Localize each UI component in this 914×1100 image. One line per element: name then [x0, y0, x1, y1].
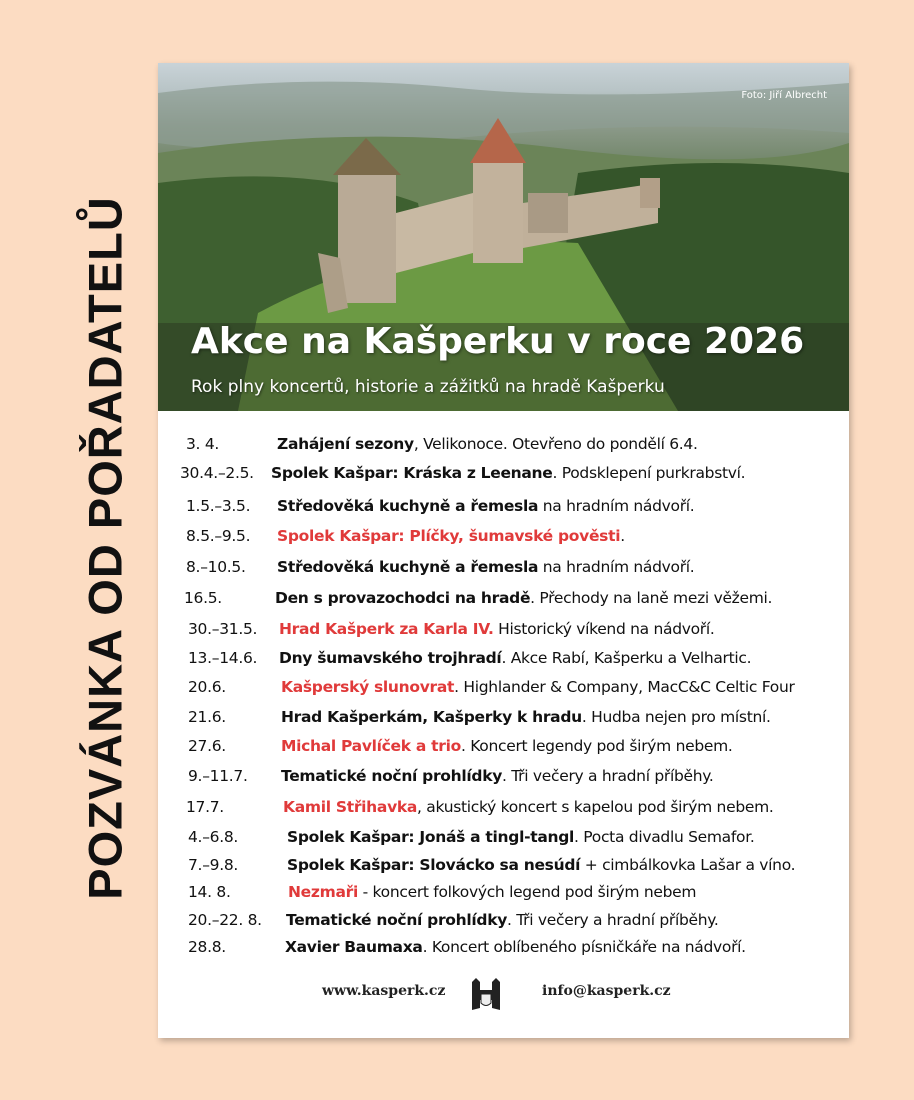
event-name: Kašperský slunovrat	[281, 678, 455, 696]
event-date: 20.–22. 8.	[188, 911, 262, 929]
event-row	[188, 828, 755, 846]
event-description: Historický víkend na nádvoří.	[493, 620, 715, 638]
page-title: Akce na Kašperku v roce 2026	[191, 321, 805, 362]
event-name: Spolek Kašpar: Slovácko sa nesúdí	[287, 856, 581, 874]
event-row	[188, 938, 746, 956]
event-row	[180, 464, 745, 482]
event-description: . Podsklepení purkrabství.	[552, 464, 746, 482]
event-name: Středověká kuchyně a řemesla	[277, 497, 539, 515]
event-description: - koncert folkových legend pod širým nebem	[357, 883, 697, 901]
event-description: na hradním nádvoří.	[538, 497, 695, 515]
event-name: Nezmaři	[288, 883, 358, 901]
event-date: 7.–9.8.	[188, 856, 239, 874]
event-row	[188, 620, 715, 638]
castle-logo-icon	[470, 976, 502, 1012]
event-name: Kamil Střihavka	[283, 798, 418, 816]
event-date: 8.–10.5.	[186, 558, 246, 576]
poster-card	[158, 63, 849, 1038]
event-name: Den s provazochodci na hradě	[275, 589, 531, 607]
event-row	[186, 497, 694, 515]
event-date: 13.–14.6.	[188, 649, 258, 667]
side-heading: POZVÁNKA OD POŘADATELŮ	[78, 196, 132, 900]
event-date: 8.5.–9.5.	[186, 527, 251, 545]
event-name: Spolek Kašpar: Jonáš a tingl-tangl	[287, 828, 575, 846]
event-row	[188, 708, 771, 726]
event-description: .	[620, 527, 625, 545]
event-date: 28.8.	[188, 938, 226, 956]
event-row	[188, 737, 733, 755]
event-date: 16.5.	[184, 589, 222, 607]
event-row	[186, 558, 694, 576]
event-name: Xavier Baumaxa	[285, 938, 423, 956]
event-row	[186, 527, 625, 545]
event-row	[184, 589, 772, 607]
event-date: 4.–6.8.	[188, 828, 239, 846]
event-row	[188, 856, 795, 874]
event-description: , akustický koncert s kapelou pod širým nebem.	[417, 798, 774, 816]
website-link[interactable]: www.kasperk.cz	[322, 983, 446, 999]
event-row	[188, 883, 696, 901]
event-name: Tematické noční prohlídky	[286, 911, 508, 929]
event-name: Středověká kuchyně a řemesla	[277, 558, 539, 576]
event-name: Tematické noční prohlídky	[281, 767, 503, 785]
event-description: . Tři večery a hradní příběhy.	[502, 767, 714, 785]
event-description: . Tři večery a hradní příběhy.	[507, 911, 719, 929]
event-description: . Pocta divadlu Semafor.	[574, 828, 755, 846]
event-description: + cimbálkovka Lašar a víno.	[580, 856, 796, 874]
event-date: 30.4.–2.5.	[180, 464, 254, 482]
email-link[interactable]: info@kasperk.cz	[542, 983, 671, 999]
photo-credit: Foto: Jiří Albrecht	[741, 90, 827, 101]
event-row	[188, 767, 714, 785]
event-name: Spolek Kašpar: Plíčky, šumavské pověsti	[277, 527, 621, 545]
event-date: 3. 4.	[186, 435, 220, 453]
event-description: . Akce Rabí, Kašperku a Velhartic.	[501, 649, 752, 667]
event-description: . Hudba nejen pro místní.	[581, 708, 771, 726]
event-date: 27.6.	[188, 737, 226, 755]
event-description: . Přechody na laně mezi věžemi.	[530, 589, 773, 607]
event-name: Hrad Kašperk za Karla IV.	[279, 620, 494, 638]
event-name: Michal Pavlíček a trio	[281, 737, 461, 755]
event-date: 1.5.–3.5.	[186, 497, 251, 515]
subtitle: Rok plny koncertů, historie a zážitků na hradě Kašperku	[191, 377, 665, 397]
event-row	[186, 435, 698, 453]
event-name: Hrad Kašperkám, Kašperky k hradu	[281, 708, 582, 726]
event-date: 21.6.	[188, 708, 226, 726]
event-date: 17.7.	[186, 798, 224, 816]
event-date: 9.–11.7.	[188, 767, 248, 785]
event-row	[186, 798, 774, 816]
event-date: 30.–31.5.	[188, 620, 258, 638]
event-description: . Koncert legendy pod širým nebem.	[460, 737, 733, 755]
event-date: 14. 8.	[188, 883, 231, 901]
event-name: Zahájení sezony	[277, 435, 414, 453]
event-description: . Highlander & Company, MacC&C Celtic Four	[454, 678, 795, 696]
event-date: 20.6.	[188, 678, 226, 696]
event-description: . Koncert oblíbeného písničkáře na nádvoří.	[422, 938, 746, 956]
event-name: Dny šumavského trojhradí	[279, 649, 502, 667]
castle-photo	[158, 63, 849, 411]
event-row	[188, 678, 795, 696]
event-name: Spolek Kašpar: Kráska z Leenane	[271, 464, 553, 482]
event-description: na hradním nádvoří.	[538, 558, 695, 576]
event-row	[188, 649, 751, 667]
event-row	[188, 911, 719, 929]
event-description: , Velikonoce. Otevřeno do pondělí 6.4.	[413, 435, 698, 453]
